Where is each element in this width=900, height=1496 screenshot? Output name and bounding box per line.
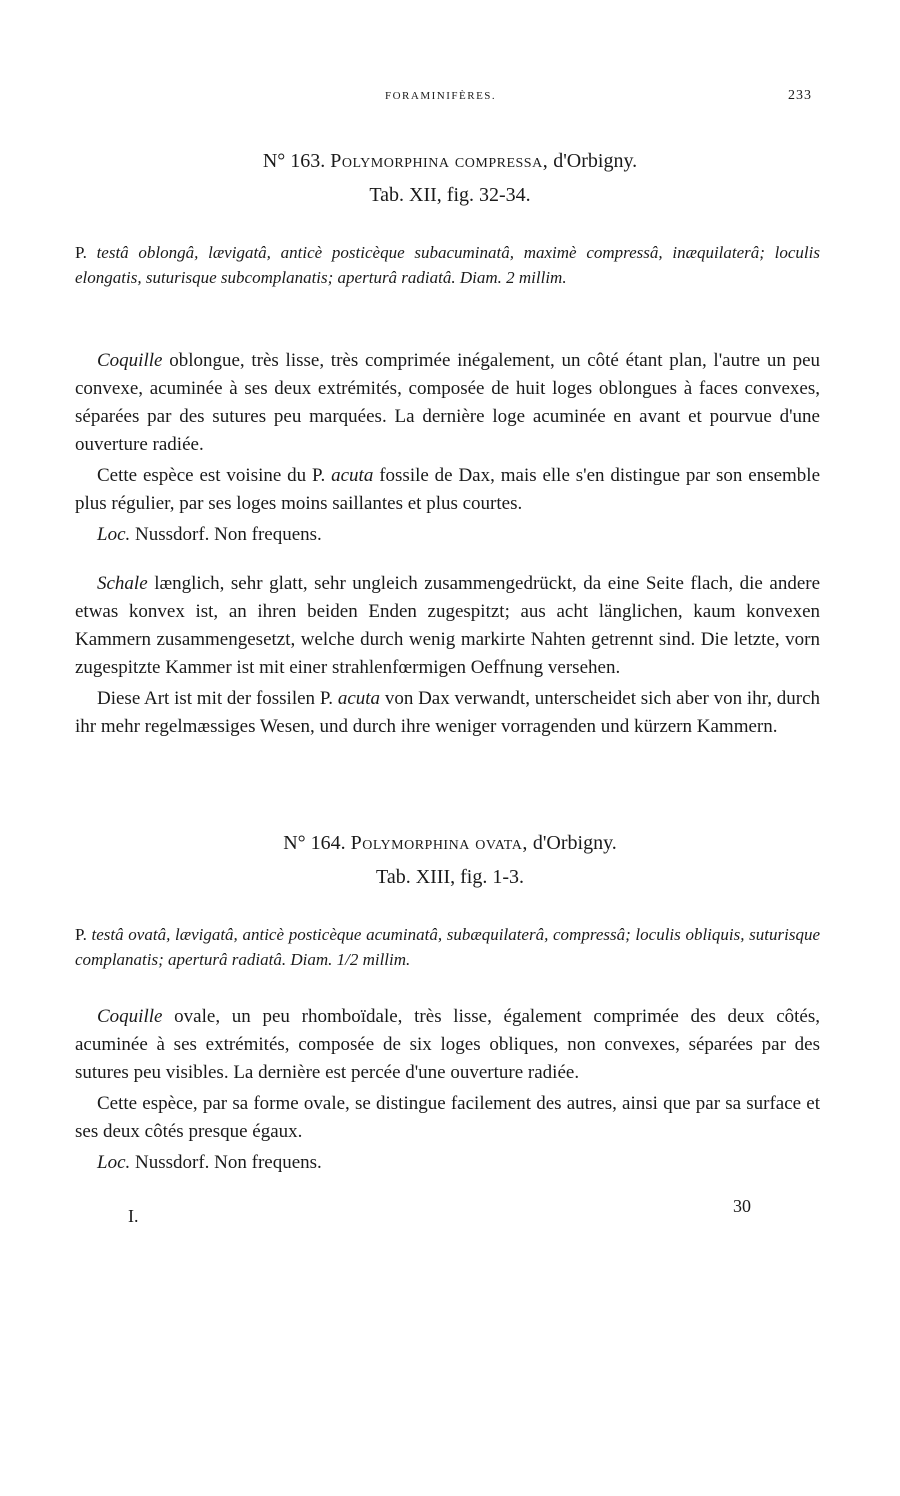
species-author: d'Orbigny.: [532, 832, 617, 854]
term: Schale: [97, 573, 148, 594]
species-epithet: acuta: [331, 465, 374, 486]
diagnosis-genus: P.: [75, 925, 87, 944]
term: Coquille: [97, 350, 163, 371]
signature-mark: I.: [128, 1206, 139, 1226]
term: Coquille: [97, 1006, 163, 1027]
species-author: d'Orbigny.: [553, 150, 638, 172]
locality-text: Nussdorf. Non frequens.: [135, 1152, 322, 1173]
entry-163-plate-reference: Tab. XII, fig. 32-34.: [369, 184, 531, 206]
comparison-text: Cette espèce est voisine du P.: [97, 465, 326, 486]
locality: [75, 521, 820, 549]
description-text: længlich, sehr glatt, sehr ungleich zusammengedrückt, da eine Seite flach, die andere etwas konvex ist, an ihren beiden Enden zugespitzt; aus acht länglichen, kaum konvexen Kammern zusammengesetzt, welche durch wenig markirte Nahten getrennt sind. Die letzte, vorn zugespitzte Kammer ist mit einer strahlenfœrmigen Oeffnung versehen.: [75, 573, 821, 678]
entry-163-diagnosis: [75, 240, 820, 290]
locality-label: Loc.: [97, 1152, 131, 1173]
entry-163-title: [0, 150, 900, 173]
comparison-text: Diese Art ist mit der fossilen P.: [97, 688, 334, 709]
species-name: Polymorphina compressa,: [330, 150, 549, 172]
german-paragraph: [75, 570, 820, 682]
entry-number: N° 163.: [262, 150, 326, 172]
locality: [75, 1149, 820, 1177]
entry-164-diagnosis: [75, 922, 820, 972]
page-number: 233: [788, 88, 812, 103]
comparison-text: fossile de Dax, mais elle s'en distingue par son ensemble plus régulier, par ses loges moins saillantes et plus courtes.: [75, 465, 821, 514]
locality-label: Loc.: [97, 524, 131, 545]
entry-164-title: [0, 832, 900, 855]
french-paragraph: [75, 1003, 820, 1087]
entry-163-german-description: [75, 570, 820, 741]
french-comparison: [75, 462, 820, 518]
locality-text: Nussdorf. Non frequens.: [135, 524, 322, 545]
entry-163-french-description: [75, 347, 820, 549]
diagnosis-text: testâ oblongâ, lævigatâ, anticè posticèque subacuminatâ, maximè compressâ, inæquilaterâ; loculis elongatis, suturisque subcomplanatis; aperturâ radiatâ. Diam. 2 millim.: [75, 243, 820, 287]
entry-number: N° 164.: [283, 832, 346, 854]
species-epithet: acuta: [337, 688, 381, 709]
description-text: ovale, un peu rhomboïdale, très lisse, également comprimée des deux côtés, acuminée à ses extrémités, composée de six loges obliques, non convexes, séparées par des sutures peu visibles. La dernière est percée d'une ouverture radiée.: [75, 1006, 820, 1083]
running-head: FORAMINIFÈRES.: [385, 90, 497, 102]
description-text: oblongue, très lisse, très comprimée inégalement, un côté étant plan, l'autre un peu convexe, acuminée à ses deux extrémités, composée de huit loges oblongues à faces convexes, séparées par des sutures peu marquées. La dernière loge acuminée en avant et pourvue d'une ouverture radiée.: [75, 350, 820, 455]
german-comparison: [75, 685, 820, 741]
french-paragraph: [75, 347, 820, 459]
entry-164-plate-reference: Tab. XIII, fig. 1-3.: [376, 866, 524, 888]
entry-164-french-description: [75, 1003, 820, 1177]
comparison-text: von Dax verwandt, unterscheidet sich aber von ihr, durch ihr mehr regelmæssiges Wesen, und durch ihre weniger vorragenden und kürzern Kammern.: [75, 688, 821, 737]
diagnosis-text: testâ ovatâ, lævigatâ, anticè posticèque acuminatâ, subæquilaterâ, compressâ; loculis obliquis, suturisque complanatis; aperturâ radiatâ. Diam. 1/2 millim.: [75, 925, 821, 969]
french-comparison: Cette espèce, par sa forme ovale, se distingue facilement des autres, ainsi que par sa surface et ses deux côtés presque égaux.: [75, 1093, 820, 1142]
sheet-number: 30: [733, 1196, 751, 1216]
diagnosis-genus: P.: [75, 243, 87, 262]
species-name: Polymorphina ovata,: [350, 832, 528, 854]
